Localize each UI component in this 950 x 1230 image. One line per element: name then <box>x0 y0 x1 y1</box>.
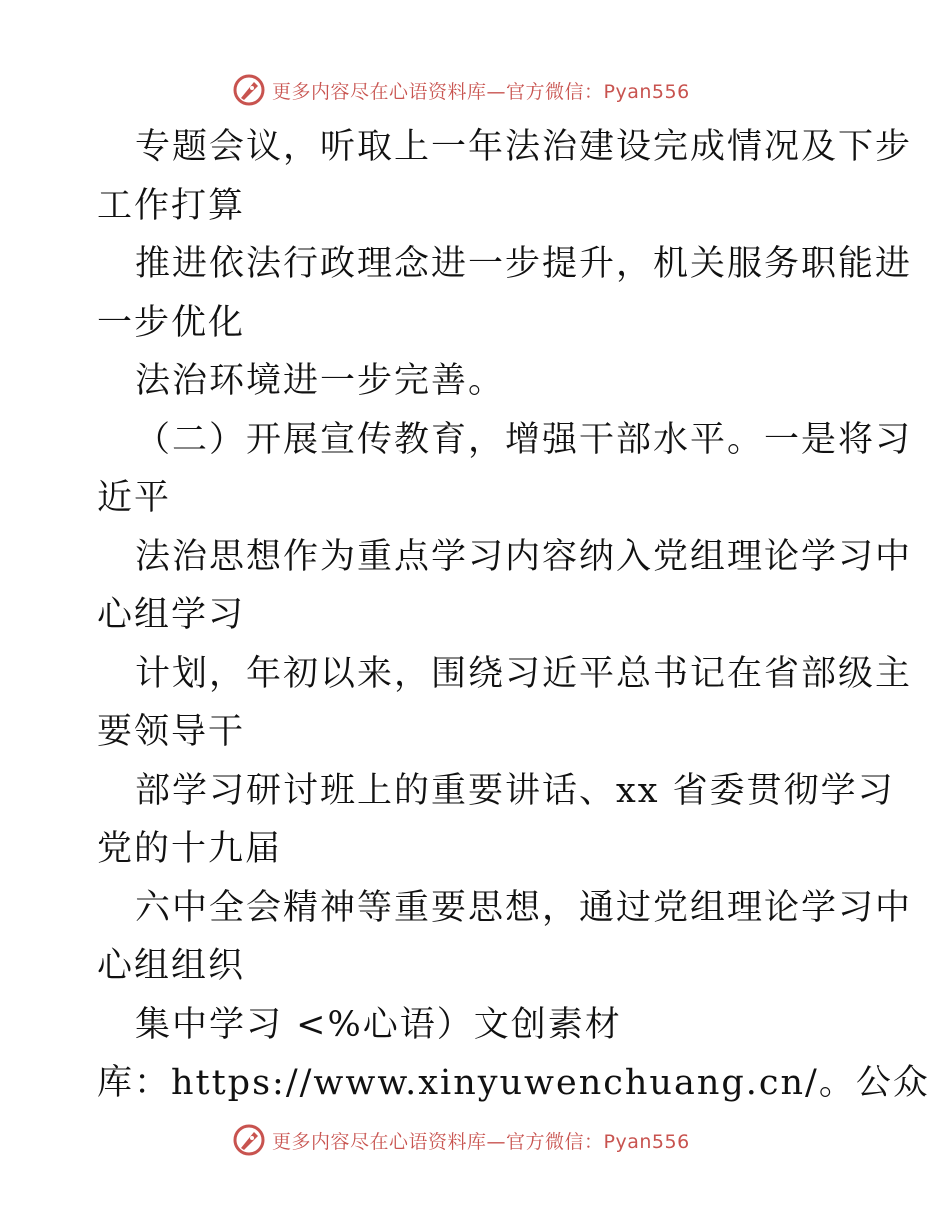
body-line: 计划，年初以来，围绕习近平总书记在省部级主 <box>135 653 913 694</box>
body-line: 推进依法行政理念进一步提升，机关服务职能进 <box>135 244 913 284</box>
body-line: （二）开展宣传教育，增强干部水平。一是将习 <box>135 419 913 460</box>
body-line: 心组组织 <box>97 946 246 986</box>
body-line: 工作打算 <box>97 185 246 226</box>
body-line: 近平 <box>97 478 172 518</box>
watermark-text: 更多内容尽在心语资料库—官方微信：Pyan556 <box>272 1130 690 1153</box>
document-body <box>97 118 930 1113</box>
body-line: 心组学习 <box>97 595 246 635</box>
body-line: 集中学习 <%心语）文创素材 <box>135 1004 622 1045</box>
pen-nib-logo-icon <box>232 1123 266 1157</box>
header-watermark <box>232 72 690 108</box>
body-line: 库：https://www.xinyuwenchuang.cn/。公众 <box>97 1063 930 1103</box>
body-line: 要领导干 <box>97 712 246 752</box>
body-line: 法治环境进一步完善。 <box>135 361 506 401</box>
pen-nib-logo-icon <box>232 73 266 107</box>
body-line: 一步优化 <box>97 302 246 343</box>
watermark-text: 更多内容尽在心语资料库—官方微信：Pyan556 <box>272 80 690 103</box>
body-line: 党的十九届 <box>97 829 283 869</box>
body-line: 六中全会精神等重要思想，通过党组理论学习中 <box>135 887 913 928</box>
body-line: 部学习研讨班上的重要讲话、xx 省委贯彻学习 <box>135 770 895 811</box>
body-line: 专题会议，听取上一年法治建设完成情况及下步 <box>135 127 913 167</box>
body-line: 法治思想作为重点学习内容纳入党组理论学习中 <box>135 536 913 577</box>
footer-watermark <box>232 1122 690 1158</box>
